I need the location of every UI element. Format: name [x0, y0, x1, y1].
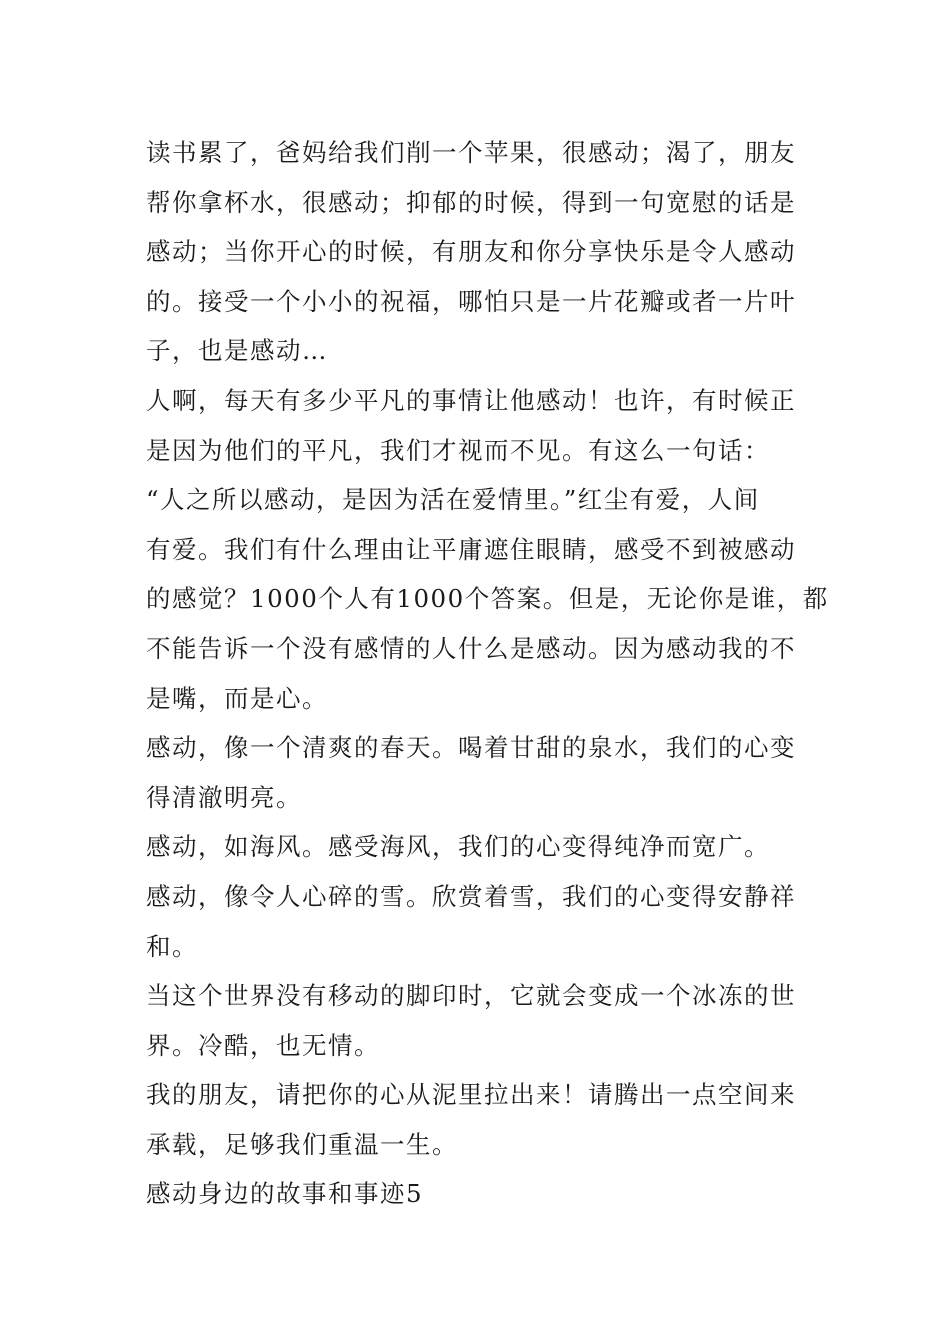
paragraph-2	[146, 376, 829, 723]
text-line: 是嘴，而是心。	[146, 683, 328, 713]
section-heading	[146, 1169, 806, 1219]
text-line: “人之所以感动，是因为活在爱情里。”红尘有爱，人间	[146, 485, 760, 515]
text-line: 界。冷酷，也无情。	[146, 1030, 380, 1060]
section-heading-text: 感动身边的故事和事迹5	[146, 1179, 424, 1209]
text-line: 是因为他们的平凡，我们才视而不见。有这么一句话：	[146, 435, 770, 465]
text-line: 感动，如海风。感受海风，我们的心变得纯净而宽广。	[146, 832, 770, 862]
text-line: 和。	[146, 931, 198, 961]
text-line: 的感觉？1000个人有1000个答案。但是，无论你是谁，都	[146, 584, 829, 614]
text-line: 子，也是感动…	[146, 336, 328, 366]
document-page	[146, 128, 829, 1219]
text-line: 承载，足够我们重温一生。	[146, 1129, 458, 1159]
text-line: 感动，像一个清爽的春天。喝着甘甜的泉水，我们的心变	[146, 733, 796, 763]
paragraph-6	[146, 971, 806, 1070]
text-line: 的。接受一个小小的祝福，哪怕只是一片花瓣或者一片叶	[146, 286, 796, 316]
text-line: 帮你拿杯水，很感动；抑郁的时候，得到一句宽慰的话是	[146, 187, 796, 217]
paragraph-4	[146, 822, 806, 872]
paragraph-7	[146, 1070, 806, 1169]
text-line: 我的朋友，请把你的心从泥里拉出来！请腾出一点空间来	[146, 1080, 796, 1110]
text-line: 得清澈明亮。	[146, 782, 302, 812]
text-line: 读书累了，爸妈给我们削一个苹果，很感动；渴了，朋友	[146, 138, 796, 167]
text-line: 不能告诉一个没有感情的人什么是感动。因为感动我的不	[146, 633, 796, 663]
text-line: 有爱。我们有什么理由让平庸遮住眼睛，感受不到被感动	[146, 534, 796, 564]
paragraph-3	[146, 723, 806, 822]
text-line: 感动，像令人心碎的雪。欣赏着雪，我们的心变得安静祥	[146, 881, 796, 911]
text-line: 感动；当你开心的时候，有朋友和你分享快乐是令人感动	[146, 237, 796, 267]
paragraph-1	[146, 128, 806, 376]
paragraph-5	[146, 872, 806, 971]
text-line: 人啊，每天有多少平凡的事情让他感动！也许，有时候正	[146, 385, 796, 415]
text-line: 当这个世界没有移动的脚印时，它就会变成一个冰冻的世	[146, 981, 796, 1011]
